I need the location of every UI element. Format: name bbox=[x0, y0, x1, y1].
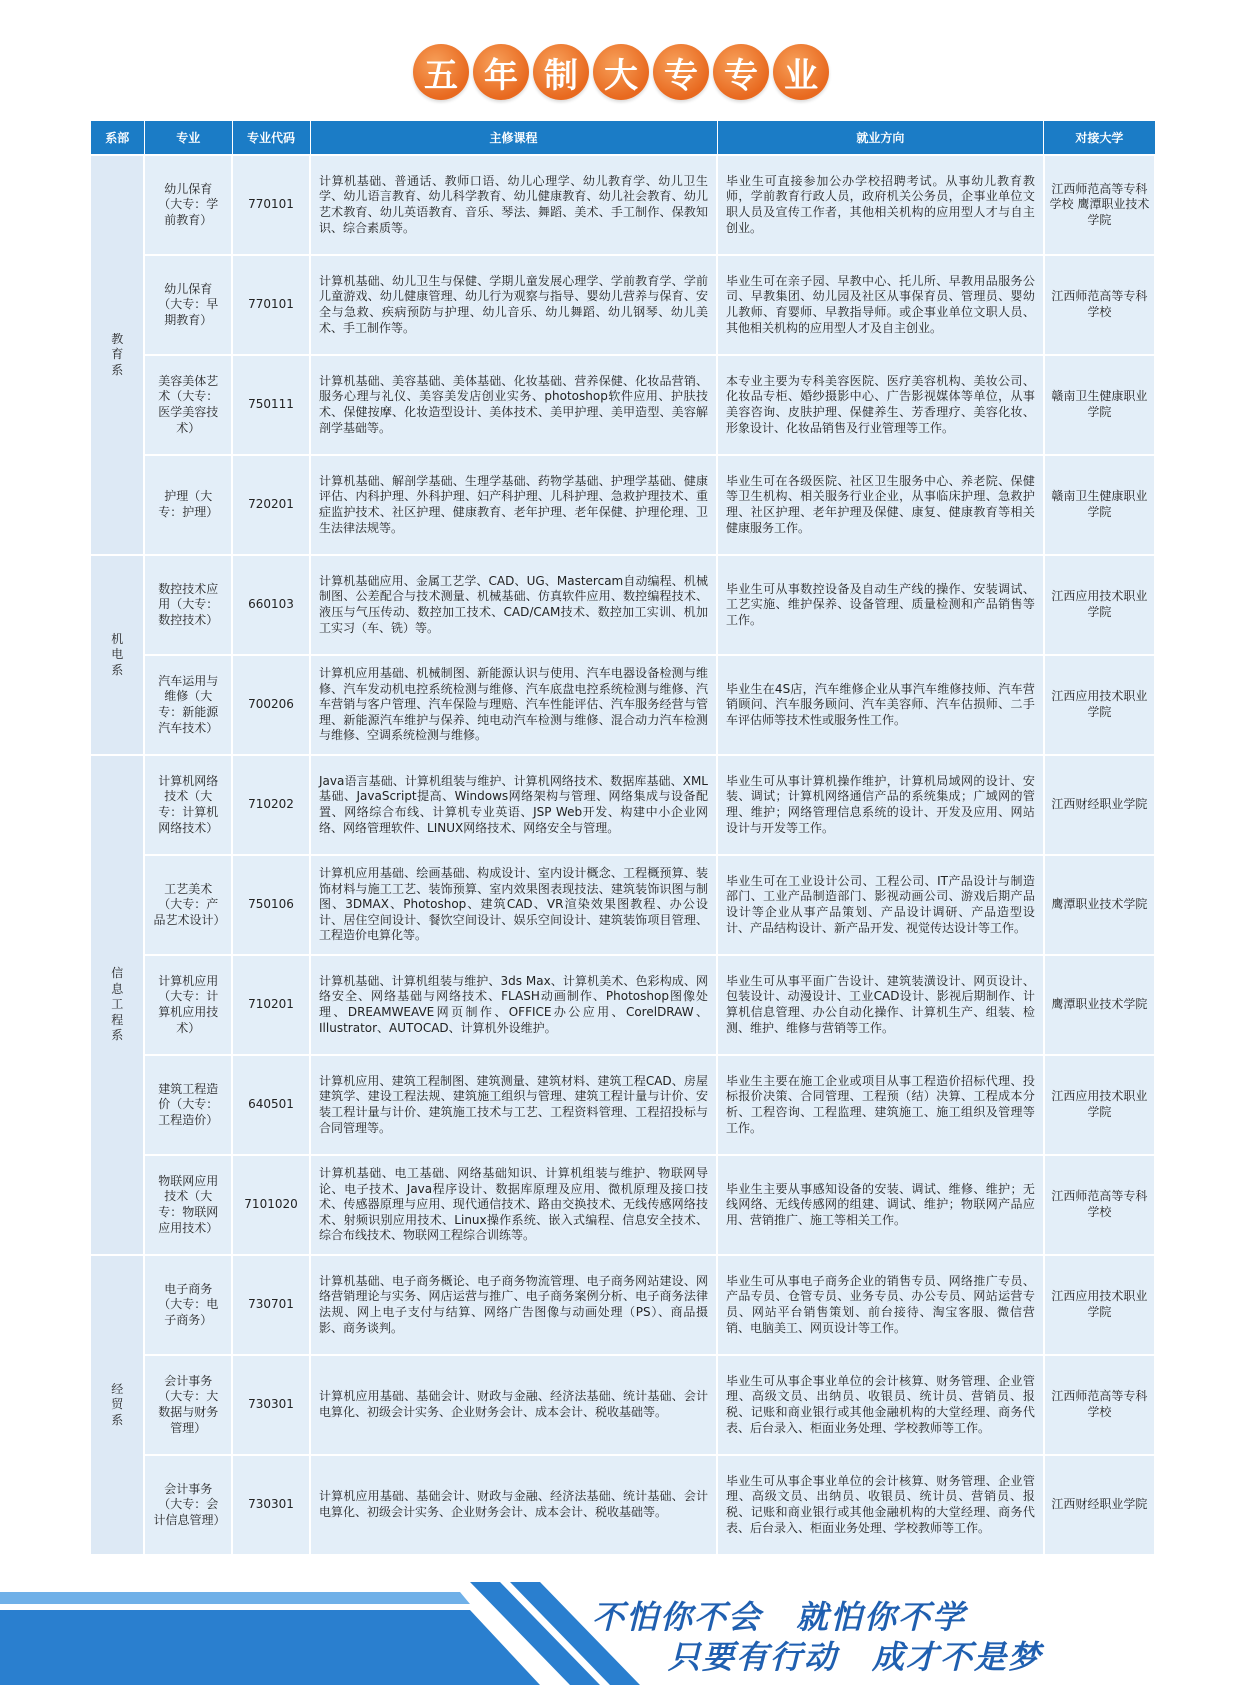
career-cell: 毕业生可从事计算机操作维护，计算机局域网的设计、安装、调试；计算机网络通信产品的系统集成；广域网的管理、维护；网络管理信息系统的设计、开发及应用、网站设计与开发等工作。 bbox=[717, 755, 1044, 855]
uni-cell: 赣南卫生健康职业学院 bbox=[1044, 455, 1155, 555]
major-cell: 会计事务（大专：大数据与财务管理） bbox=[144, 1355, 232, 1455]
table-row bbox=[90, 1355, 1155, 1455]
code-cell: 700206 bbox=[232, 655, 310, 755]
course-cell: 计算机基础、普通话、教师口语、幼儿心理学、幼儿教育学、幼儿卫生学、幼儿语言教育、幼儿科学教育、幼儿健康教育、幼儿社会教育、幼儿艺术教育、幼儿英语教育、音乐、琴法、舞蹈、美术、手工制作、保教知识、综合素质等。 bbox=[310, 155, 717, 255]
course-cell: 计算机基础、解剖学基础、生理学基础、药物学基础、护理学基础、健康评估、内科护理、外科护理、妇产科护理、儿科护理、急救护理技术、重症监护技术、社区护理、健康教育、老年护理、老年保健、护理伦理、卫生法律法规等。 bbox=[310, 455, 717, 555]
code-cell: 730301 bbox=[232, 1355, 310, 1455]
table-row bbox=[90, 1155, 1155, 1255]
header-uni: 对接大学 bbox=[1044, 121, 1155, 156]
major-cell: 物联网应用技术（大专：物联网应用技术） bbox=[144, 1155, 232, 1255]
dept-cell bbox=[90, 1255, 144, 1555]
code-cell: 660103 bbox=[232, 555, 310, 655]
career-cell: 毕业生可直接参加公办学校招聘考试。从事幼儿教育教师，学前教育行政人员，政府机关公务员，企事业单位文职人员及宣传工作者，其他相关机构的应用型人才与自主创业。 bbox=[717, 155, 1044, 255]
title-char: 年 bbox=[473, 44, 529, 100]
dept-cell bbox=[90, 155, 144, 555]
uni-cell: 江西应用技术职业学院 bbox=[1044, 655, 1155, 755]
header-code: 专业代码 bbox=[232, 121, 310, 156]
dept-cell bbox=[90, 755, 144, 1255]
course-cell: 计算机基础、美容基础、美体基础、化妆基础、营养保健、化妆品营销、服务心理与礼仪、美容美发店创业实务、photoshop软件应用、护肤技术、保健按摩、化妆造型设计、美体技术、美甲护理、美甲造型、美容解剖学基础等。 bbox=[310, 355, 717, 455]
header-course: 主修课程 bbox=[310, 121, 717, 156]
major-cell: 数控技术应用（大专：数控技术） bbox=[144, 555, 232, 655]
table-row bbox=[90, 155, 1155, 255]
career-cell: 毕业生可从事电子商务企业的销售专员、网络推广专员、产品专员、仓管专员、业务专员、办公专员、网站运营专员、网站平台销售策划、前台接待、淘宝客服、微信营销、电脑美工、网页设计等工作。 bbox=[717, 1255, 1044, 1355]
career-cell: 毕业生可从事平面广告设计、建筑装潢设计、网页设计、包装设计、动漫设计、工业CAD设计、影视后期制作、计算机信息管理、办公自动化操作、计算机生产、组装、检测、维护、维修与营销等工作。 bbox=[717, 955, 1044, 1055]
career-cell: 毕业生主要在施工企业或项目从事工程造价招标代理、投标报价决策、合同管理、工程预（结）决算、工程成本分析、工程咨询、工程监理、建筑施工、施工组织及管理等工作。 bbox=[717, 1055, 1044, 1155]
career-cell: 毕业生主要从事感知设备的安装、调试、维修、维护；无线网络、无线传感网的组建、调试、维护；物联网产品应用、营销推广、施工等相关工作。 bbox=[717, 1155, 1044, 1255]
uni-cell: 江西师范高等专科学校 bbox=[1044, 255, 1155, 355]
uni-cell: 江西师范高等专科学校 bbox=[1044, 1155, 1155, 1255]
code-cell: 750106 bbox=[232, 855, 310, 955]
code-cell: 720201 bbox=[232, 455, 310, 555]
header-major: 专业 bbox=[144, 121, 232, 156]
major-cell: 计算机应用（大专：计算机应用技术） bbox=[144, 955, 232, 1055]
title-char: 专 bbox=[713, 44, 769, 100]
code-cell: 640501 bbox=[232, 1055, 310, 1155]
course-cell: 计算机基础、计算机组装与维护、3ds Max、计算机美术、色彩构成、网络安全、网络基础与网络技术、FLASH动画制作、Photoshop图像处理、DREAMWEAVE网页制作、OFFICE办公应用、CorelDRAW、Illustrator、AUTOCAD、计算机外设维护。 bbox=[310, 955, 717, 1055]
uni-cell: 鹰潭职业技术学院 bbox=[1044, 855, 1155, 955]
slogan-line-2: 只要有行动 成才不是梦 bbox=[668, 1638, 1043, 1676]
dept-name: 教育系 bbox=[111, 331, 124, 377]
title-char: 五 bbox=[413, 44, 469, 100]
title-char: 业 bbox=[773, 44, 829, 100]
dept-name: 信息工程系 bbox=[111, 966, 124, 1043]
code-cell: 710201 bbox=[232, 955, 310, 1055]
course-cell: 计算机应用基础、绘画基础、构成设计、室内设计概念、工程概预算、装饰材料与施工工艺、装饰预算、室内效果图表现技法、建筑装饰识图与制图、3DMAX、Photoshop、建筑CAD、VR渲染效果图教程、办公设计、居住空间设计、餐饮空间设计、娱乐空间设计、建筑装饰项目管理、工程造价电算化等。 bbox=[310, 855, 717, 955]
code-cell: 730301 bbox=[232, 1455, 310, 1555]
major-cell: 工艺美术（大专：产品艺术设计） bbox=[144, 855, 232, 955]
code-cell: 710202 bbox=[232, 755, 310, 855]
table-row bbox=[90, 755, 1155, 855]
career-cell: 毕业生可在各级医院、社区卫生服务中心、养老院、保健等卫生机构、相关服务行业企业，从事临床护理、急救护理、社区护理、老年护理及保健、康复、健康教育等相关健康服务工作。 bbox=[717, 455, 1044, 555]
uni-cell: 江西财经职业学院 bbox=[1044, 755, 1155, 855]
course-cell: 计算机应用、建筑工程制图、建筑测量、建筑材料、建筑工程CAD、房屋建筑学、建设工程法规、建筑施工组织与管理、建筑工程计量与计价、安装工程计量与计价、建筑施工技术与工艺、工程资料管理、工程招投标与合同管理等。 bbox=[310, 1055, 717, 1155]
code-cell: 730701 bbox=[232, 1255, 310, 1355]
table-row bbox=[90, 355, 1155, 455]
table-row bbox=[90, 455, 1155, 555]
table-row bbox=[90, 555, 1155, 655]
code-cell: 770101 bbox=[232, 155, 310, 255]
code-cell: 750111 bbox=[232, 355, 310, 455]
uni-cell: 江西应用技术职业学院 bbox=[1044, 555, 1155, 655]
career-cell: 本专业主要为专科美容医院、医疗美容机构、美妆公司、化妆品专柜、婚纱摄影中心、广告影视媒体等单位，从事美容咨询、皮肤护理、保健养生、芳香理疗、美容化妆、形象设计、化妆品销售及行业管理等工作。 bbox=[717, 355, 1044, 455]
course-cell: 计算机应用基础、机械制图、新能源认识与使用、汽车电器设备检测与维修、汽车发动机电控系统检测与维修、汽车底盘电控系统检测与维修、汽车营销与客户管理、汽车保险与理赔、汽车性能评估、汽车服务经营与管理、新能源汽车维护与保养、纯电动汽车检测与维修、混合动力汽车检测与维修、空调系统检测与维修。 bbox=[310, 655, 717, 755]
career-cell: 毕业生可从事数控设备及自动生产线的操作、安装调试、工艺实施、维护保养、设备管理、质量检测和产品销售等工作。 bbox=[717, 555, 1044, 655]
major-cell: 会计事务（大专：会计信息管理） bbox=[144, 1455, 232, 1555]
career-cell: 毕业生可在亲子园、早教中心、托儿所、早教用品服务公司、早教集团、幼儿园及社区从事保育员、管理员、婴幼儿教师、育婴师、早教指导师。或企事业单位文职人员、其他相关机构的应用型人才及自主创业。 bbox=[717, 255, 1044, 355]
uni-cell: 赣南卫生健康职业学院 bbox=[1044, 355, 1155, 455]
course-cell: 计算机应用基础、基础会计、财政与金融、经济法基础、统计基础、会计电算化、初级会计实务、企业财务会计、成本会计、税收基础等。 bbox=[310, 1455, 717, 1555]
course-cell: 计算机基础、幼儿卫生与保健、学期儿童发展心理学、学前教育学、学前儿童游戏、幼儿健康管理、幼儿行为观察与指导、婴幼儿营养与保育、安全与急救、疾病预防与护理、幼儿音乐、幼儿舞蹈、幼儿钢琴、幼儿美术、手工制作等。 bbox=[310, 255, 717, 355]
slogan-line-1: 不怕你不会 就怕你不学 bbox=[592, 1598, 967, 1636]
course-cell: 计算机基础、电工基础、网络基础知识、计算机组装与维护、物联网导论、电子技术、Java程序设计、数据库原理及应用、微机原理及接口技术、传感器原理与应用、现代通信技术、路由交换技术、无线传感网络技术、射频识别应用技术、Linux操作系统、嵌入式编程、信息安全技术、综合布线技术、物联网工程综合训练等。 bbox=[310, 1155, 717, 1255]
career-cell: 毕业生可在工业设计公司、工程公司、IT产品设计与制造部门、工业产品制造部门、影视动画公司、游戏后期产品设计等企业从事产品策划、产品设计调研、产品造型设计、产品结构设计、新产品开发、视觉传达设计等工作。 bbox=[717, 855, 1044, 955]
course-cell: Java语言基础、计算机组装与维护、计算机网络技术、数据库基础、XML基础、JavaScript提高、Windows网络架构与管理、网络集成与设备配置、网络综合布线、计算机专业英语、JSP Web开发、构建中小企业网络、网络管理软件、LINUX网络技术、网络安全与管理。 bbox=[310, 755, 717, 855]
header-dept: 系部 bbox=[90, 121, 144, 156]
table-row bbox=[90, 1055, 1155, 1155]
major-cell: 护理（大专：护理） bbox=[144, 455, 232, 555]
major-cell: 电子商务（大专：电子商务） bbox=[144, 1255, 232, 1355]
uni-cell: 江西财经职业学院 bbox=[1044, 1455, 1155, 1555]
uni-cell: 鹰潭职业技术学院 bbox=[1044, 955, 1155, 1055]
career-cell: 毕业生可从事企事业单位的会计核算、财务管理、企业管理、高级文员、出纳员、收银员、统计员、营销员、报税、记账和商业银行或其他金融机构的大堂经理、商务代表、后台录入、柜面业务处理、学校教师等工作。 bbox=[717, 1455, 1044, 1555]
dept-name: 机电系 bbox=[111, 631, 124, 677]
course-cell: 计算机基础应用、金属工艺学、CAD、UG、Mastercam自动编程、机械制图、公差配合与技术测量、机械基础、仿真软件应用、数控编程技术、液压与气压传动、数控加工技术、CAD/CAM技术、数控加工实训、机加工实习（车、铣）等。 bbox=[310, 555, 717, 655]
uni-cell: 江西应用技术职业学院 bbox=[1044, 1055, 1155, 1155]
major-cell: 建筑工程造价（大专：工程造价） bbox=[144, 1055, 232, 1155]
dept-cell bbox=[90, 555, 144, 755]
dept-name: 经贸系 bbox=[111, 1381, 124, 1427]
career-cell: 毕业生可从事企事业单位的会计核算、财务管理、企业管理、高级文员、出纳员、收银员、统计员、营销员、报税、记账和商业银行或其他金融机构的大堂经理、商务代表、后台录入、柜面业务处理、学校教师等工作。 bbox=[717, 1355, 1044, 1455]
course-cell: 计算机应用基础、基础会计、财政与金融、经济法基础、统计基础、会计电算化、初级会计实务、企业财务会计、成本会计、税收基础等。 bbox=[310, 1355, 717, 1455]
table-row bbox=[90, 655, 1155, 755]
code-cell: 7101020 bbox=[232, 1155, 310, 1255]
table-row bbox=[90, 855, 1155, 955]
course-cell: 计算机基础、电子商务概论、电子商务物流管理、电子商务网站建设、网络营销理论与实务、网店运营与推广、电子商务案例分析、电子商务法律法规、网上电子支付与结算、网络广告图像与动画处理（PS）、商品摄影、商务谈判。 bbox=[310, 1255, 717, 1355]
table-row bbox=[90, 255, 1155, 355]
uni-cell: 江西师范高等专科学校 bbox=[1044, 1355, 1155, 1455]
table-row bbox=[90, 1255, 1155, 1355]
career-cell: 毕业生在4S店，汽车维修企业从事汽车维修技师、汽车营销顾问、汽车服务顾问、汽车美容师、汽车估损师、二手车评估师等技术性或服务性工作。 bbox=[717, 655, 1044, 755]
major-cell: 幼儿保育（大专：早期教育） bbox=[144, 255, 232, 355]
table-row bbox=[90, 955, 1155, 1055]
code-cell: 770101 bbox=[232, 255, 310, 355]
uni-cell: 江西应用技术职业学院 bbox=[1044, 1255, 1155, 1355]
table-row bbox=[90, 1455, 1155, 1555]
uni-cell: 江西师范高等专科学校 鹰潭职业技术学院 bbox=[1044, 155, 1155, 255]
page-title bbox=[0, 44, 1242, 114]
title-char: 大 bbox=[593, 44, 649, 100]
major-cell: 汽车运用与维修（大专：新能源汽车技术） bbox=[144, 655, 232, 755]
header-career: 就业方向 bbox=[717, 121, 1044, 156]
major-cell: 美容美体艺术（大专：医学美容技术） bbox=[144, 355, 232, 455]
title-char: 制 bbox=[533, 44, 589, 100]
majors-table bbox=[89, 120, 1156, 1556]
major-cell: 计算机网络技术（大专：计算机网络技术） bbox=[144, 755, 232, 855]
table-header-row bbox=[90, 121, 1155, 156]
title-char: 专 bbox=[653, 44, 709, 100]
major-cell: 幼儿保育（大专：学前教育） bbox=[144, 155, 232, 255]
